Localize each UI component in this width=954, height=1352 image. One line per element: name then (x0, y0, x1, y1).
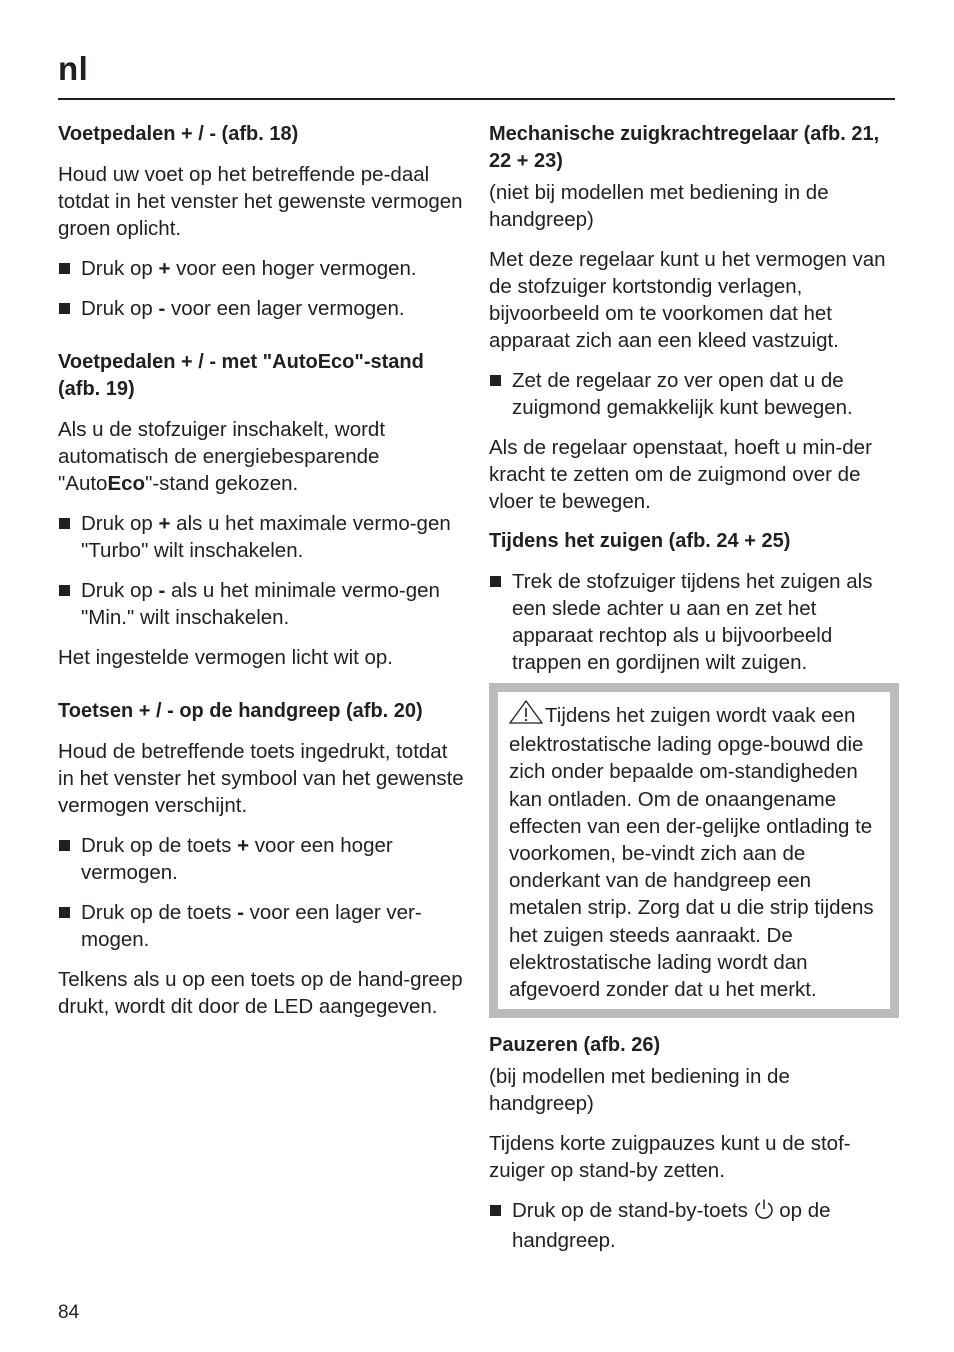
paragraph: Houd uw voet op het betreffende pe-daal totdat in het venster het gewenste vermogen groen oplicht. (58, 163, 463, 240)
section-title: Tijdens het zuigen (afb. 24 + 25) (489, 530, 791, 552)
paragraph: Houd de betreffende toets ingedrukt, totdat in het venster het symbool van het gewenste vermogen verschijnt. (58, 740, 464, 817)
bullet-item: Druk op de toets + voor een hoger vermogen. (58, 832, 468, 886)
bullet-item: Druk op + voor een hoger vermogen. (58, 255, 468, 282)
bullet-item: Trek de stofzuiger tijdens het zuigen als een slede achter u aan en zet het apparaat rechtop als u bijvoorbeeld trappen en gordijnen wilt zuigen. (489, 568, 899, 676)
bullet-square-icon (59, 263, 70, 274)
key-symbol: + (158, 512, 171, 535)
bullet-square-icon (490, 576, 501, 587)
bullet-square-icon (59, 907, 70, 918)
bullet-square-icon (490, 375, 501, 386)
language-label: nl (58, 50, 89, 87)
note: (niet bij modellen met bediening in de handgreep) (489, 181, 829, 231)
power-icon (754, 1198, 774, 1227)
bullet-square-icon (490, 1205, 501, 1216)
warning-content (498, 692, 890, 1009)
key-symbol: - (158, 579, 166, 602)
bullet-square-icon (59, 518, 70, 529)
bullet-item: Druk op - als u het minimale vermo-gen "Min." wilt inschakelen. (58, 577, 468, 631)
warning-triangle-icon (509, 700, 543, 731)
section-title: Pauzeren (afb. 26) (489, 1034, 661, 1057)
section-title: Voetpedalen + / - met "AutoEco"-stand (afb. 19) (58, 351, 424, 400)
bullet-item: Druk op de stand-by-toets op de handgreep. (489, 1197, 899, 1254)
bullet-square-icon (59, 303, 70, 314)
paragraph: Telkens als u op een toets op de hand-greep drukt, wordt dit door de LED aangegeven. (58, 968, 463, 1018)
bullet-item: Druk op - voor een lager vermogen. (58, 295, 468, 322)
key-symbol: + (237, 834, 250, 857)
bullet-item: Druk op + als u het maximale vermo-gen "Turbo" wilt inschakelen. (58, 510, 468, 564)
right-column (489, 121, 899, 1254)
paragraph: Als de regelaar openstaat, hoeft u min-der kracht te zetten om de zuigmond over de vloer te bewegen. (489, 436, 872, 513)
section-title: Toetsen + / - op de handgreep (afb. 20) (58, 700, 423, 722)
note: (bij modellen met bediening in de handgreep) (489, 1065, 790, 1116)
paragraph: Het ingestelde vermogen licht wit op. (58, 646, 394, 669)
key-symbol: - (237, 901, 244, 924)
warning-text: Tijdens het zuigen wordt vaak een elektrostatische lading opge-bouwd die zich onder bepaalde om-standigheden kan ontladen. Om de onaangename effecten van een der-gelijke ontlading te voorkomen, be-vindt zich aan de onderkant van de handgreep een metalen strip. Zorg dat u die strip tijdens het zuigen steeds aanraakt. De elektrostatische lading wordt dan afgevoerd zonder dat u het merkt. (509, 704, 874, 1002)
section-title: Voetpedalen + / - (afb. 18) (58, 123, 299, 145)
key-symbol: - (158, 297, 166, 320)
page-number: 84 (58, 1302, 80, 1323)
bullet-square-icon (59, 585, 70, 596)
bullet-item: Zet de regelaar zo ver open dat u de zuigmond gemakkelijk kunt bewegen. (489, 367, 899, 421)
header-rule (58, 98, 895, 100)
bullet-square-icon (59, 840, 70, 851)
paragraph: Als u de stofzuiger inschakelt, wordt automatisch de energiebesparende "AutoEco"-stand gekozen. (58, 418, 386, 495)
warning-box (489, 683, 899, 1018)
left-column (58, 121, 468, 1020)
section-title: Mechanische zuigkrachtregelaar (afb. 21, 22 + 23) (489, 123, 880, 172)
key-symbol: + (158, 257, 171, 280)
bullet-item: Druk op de toets - voor een lager ver-mogen. (58, 899, 468, 953)
paragraph: Tijdens korte zuigpauzes kunt u de stof-zuiger op stand-by zetten. (489, 1132, 851, 1183)
paragraph: Met deze regelaar kunt u het vermogen van de stofzuiger kortstondig verlagen, bijvoorbeeld om te voorkomen dat het apparaat zich aan een kleed vastzuigt. (489, 248, 886, 352)
